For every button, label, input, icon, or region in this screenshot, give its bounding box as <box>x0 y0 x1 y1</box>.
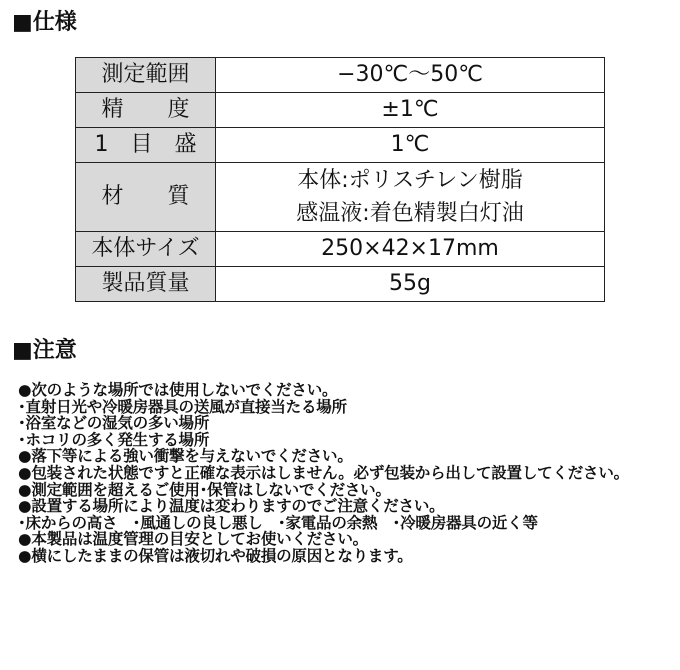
caution-item: ●本製品は温度管理の目安としてお使いください。 <box>18 530 368 549</box>
spec-value-accuracy: ±1℃ <box>216 93 605 128</box>
spec-row-accuracy <box>76 93 605 128</box>
caution-subitem: ･床からの高さ ･風通しの良し悪し ･家電品の余熱 ･冷暖房器具の近く等 <box>18 513 538 532</box>
spec-section-title: ■仕様 <box>12 10 77 35</box>
spec-label-size: 本体サイズ <box>76 232 216 267</box>
spec-label-range: 測定範囲 <box>76 58 216 93</box>
caution-item: ●測定範囲を超えるご使用･保管はしないでください。 <box>18 480 391 499</box>
spec-table <box>75 57 605 302</box>
caution-item: ●横にしたままの保管は液切れや破損の原因となります。 <box>18 546 413 565</box>
caution-subitem: ･浴室などの湿気の多い場所 <box>18 414 210 433</box>
spec-value-material <box>216 163 605 232</box>
caution-list <box>18 382 673 565</box>
spec-value-size: 250×42×17mm <box>216 232 605 267</box>
spec-label-material: 材 質 <box>76 163 216 232</box>
spec-row-weight <box>76 267 605 302</box>
caution-subitem: ･ホコリの多く発生する場所 <box>18 430 210 449</box>
spec-row-graduation <box>76 128 605 163</box>
spec-value-range: −30℃〜50℃ <box>216 58 605 93</box>
spec-row-material <box>76 163 605 232</box>
spec-label-accuracy: 精 度 <box>76 93 216 128</box>
spec-row-range <box>76 58 605 93</box>
spec-value-material-liquid: 感温液:着色精製白灯油 <box>296 201 524 226</box>
caution-item: ●次のような場所では使用しないでください。 <box>18 381 338 399</box>
caution-subitem: ･直射日光や冷暖房器具の送風が直接当たる場所 <box>18 397 347 416</box>
spec-label-weight: 製品質量 <box>76 267 216 302</box>
caution-item: ●包装された状態ですと正確な表示はしません。必ず包装から出して設置してください。 <box>18 463 629 482</box>
spec-value-material-body: 本体:ポリスチレン樹脂 <box>297 168 523 193</box>
caution-item: ●設置する場所により温度は変わりますのでご注意ください。 <box>18 497 445 516</box>
caution-section-title: ■注意 <box>12 338 77 363</box>
caution-item: ●落下等による強い衝撃を与えないでください。 <box>18 447 353 466</box>
spec-value-graduation: 1℃ <box>216 128 605 163</box>
spec-label-graduation: 1 目 盛 <box>76 128 216 163</box>
spec-row-size <box>76 232 605 267</box>
spec-value-weight: 55g <box>216 267 605 302</box>
